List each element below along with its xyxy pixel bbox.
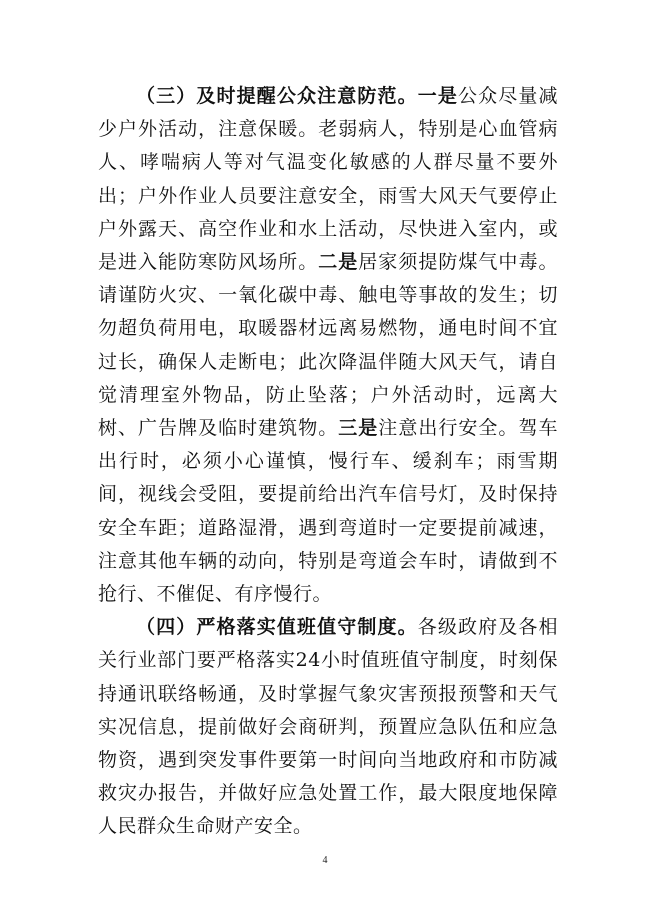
point-text-2: 居家须提防煤气中毒。请谨防火灾、一氧化碳中毒、触电等事故的发生；切勿超负荷用电，取暖器材远离易燃物，通电时间不宜过长，确保人走断电；此次降温伴随大风天气，请自觉清理室外物品，防止坠落；户外活动时，远离大树、广告牌及临时建筑物。 [98,251,558,440]
section-text-4: 各级政府及各相关行业部门要严格落实24小时值班值守制度，时刻保持通讯联络畅通，及时掌握气象灾害预报预警和天气实况信息，提前做好会商研判，预置应急队伍和应急物资，遇到突发事件要第一时间向当地政府和市防减救灾办报告，并做好应急处置工作，最大限度地保障人民群众生命财产安全。 [98,616,558,838]
paragraph-duty-system [98,611,558,843]
section-heading-3: （三）及时提醒公众注意防范。 [136,85,418,107]
point-text-1: 公众尽量减少户外活动，注意保暖。老弱病人，特别是心血管病人、哮喘病人等对气温变化敏感的人群尽量不要外出；户外作业人员要注意安全，雨雪大风天气要停止户外露天、高空作业和水上活动，尽快进入室内，或是进入能防寒防风场所。 [98,85,558,274]
point-marker-1: 一是 [417,85,458,107]
document-body [98,80,558,844]
point-text-3: 注意出行安全。驾车出行时，必须小心谨慎，慢行车、缓刹车；雨雪期间，视线会受阻，要提前给出汽车信号灯，及时保持安全车距；道路湿滑，遇到弯道时一定要提前减速，注意其他车辆的动向，特别是弯道会车时，请做到不抢行、不催促、有序慢行。 [98,417,558,606]
point-marker-2: 二是 [318,251,359,274]
page-number: 4 [322,855,328,866]
section-heading-4: （四）严格落实值班值守制度。 [136,616,418,639]
point-marker-3: 三是 [338,417,379,440]
paragraph-public-precautions [98,80,558,611]
